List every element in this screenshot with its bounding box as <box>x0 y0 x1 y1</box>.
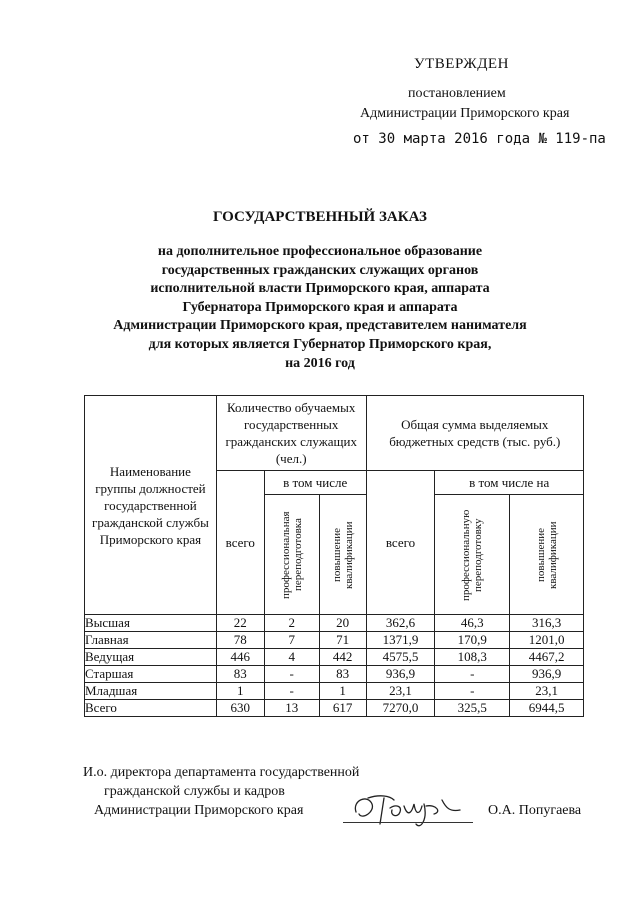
signatory-position-line3: Администрации Приморского края <box>94 803 304 818</box>
row-total: 22 <box>216 615 264 632</box>
signature-line <box>343 822 473 823</box>
row-qualification: 83 <box>319 666 366 683</box>
header-retraining-text: профессиональная переподготовка <box>279 510 304 599</box>
row-total: 83 <box>216 666 264 683</box>
header-retraining <box>264 495 319 615</box>
row-sum: 23,1 <box>366 683 435 700</box>
header-group-name-text: Наименование группы должностей государственной гражданской службы Приморского края <box>92 463 209 547</box>
document-title: ГОСУДАРСТВЕННЫЙ ЗАКАЗ <box>213 209 427 225</box>
header-sum-including: в том числе на <box>435 471 584 495</box>
row-qualification: 617 <box>319 700 366 717</box>
row-sum: 7270,0 <box>366 700 435 717</box>
header-qualification-text: повышение квалификации <box>330 520 355 589</box>
row-retraining: - <box>264 683 319 700</box>
row-total: 630 <box>216 700 264 717</box>
header-sum <box>366 396 583 471</box>
header-group-name <box>85 396 217 615</box>
row-sum-qualification: 936,9 <box>510 666 584 683</box>
row-sum: 936,9 <box>366 666 435 683</box>
table-row <box>85 666 584 683</box>
table-row-total <box>85 700 584 717</box>
row-sum: 362,6 <box>366 615 435 632</box>
row-qualification: 442 <box>319 649 366 666</box>
table-row <box>85 683 584 700</box>
row-retraining: 4 <box>264 649 319 666</box>
subtitle-line: государственных гражданских служащих органов <box>161 262 479 278</box>
row-sum-retraining: 46,3 <box>435 615 510 632</box>
row-sum: 4575,5 <box>366 649 435 666</box>
row-name: Высшая <box>85 615 217 632</box>
header-count-including: в том числе <box>264 471 366 495</box>
table-row <box>85 649 584 666</box>
row-sum-retraining: - <box>435 683 510 700</box>
subtitle-line: Администрации Приморского края, представителем нанимателя <box>113 318 527 334</box>
approved-label: УТВЕРЖДЕН <box>414 56 509 72</box>
row-sum: 1371,9 <box>366 632 435 649</box>
signatory-position-line2: гражданской службы и кадров <box>104 784 285 799</box>
row-total: 1 <box>216 683 264 700</box>
row-sum-qualification: 4467,2 <box>510 649 584 666</box>
signatory-position-line1: И.о. директора департамента государственной <box>83 765 360 780</box>
row-sum-retraining: 108,3 <box>435 649 510 666</box>
row-sum-qualification: 23,1 <box>510 683 584 700</box>
table-row <box>85 615 584 632</box>
row-sum-qualification: 6944,5 <box>510 700 584 717</box>
state-order-table <box>84 395 584 717</box>
row-sum-qualification: 1201,0 <box>510 632 584 649</box>
subtitle-line: исполнительной власти Приморского края, аппарата <box>150 281 490 297</box>
header-retraining-sum-text: профессиональную переподготовку <box>460 508 485 601</box>
header-retraining-sum <box>435 495 510 615</box>
row-name: Главная <box>85 632 217 649</box>
row-sum-qualification: 316,3 <box>510 615 584 632</box>
header-qualification-sum-text: повышение квалификации <box>534 520 559 589</box>
row-retraining: - <box>264 666 319 683</box>
row-retraining: 2 <box>264 615 319 632</box>
signatory-name: О.А. Попугаева <box>488 803 582 818</box>
subtitle-line: для которых является Губернатор Приморского края, <box>148 336 492 352</box>
header-sum-text: Общая сумма выделяемых бюджетных средств (тыс. руб.) <box>389 417 561 449</box>
subtitle-line: Губернатора Приморского края и аппарата <box>182 299 458 315</box>
table-row <box>85 632 584 649</box>
header-sum-total: всего <box>366 471 435 615</box>
row-name: Всего <box>85 700 217 717</box>
row-sum-retraining: 170,9 <box>435 632 510 649</box>
document-subtitle <box>70 243 570 373</box>
row-total: 78 <box>216 632 264 649</box>
row-sum-retraining: - <box>435 666 510 683</box>
order-reference: от 30 марта 2016 года № 119-па <box>353 131 606 147</box>
approved-line1: постановлением <box>408 86 506 101</box>
header-qualification <box>319 495 366 615</box>
header-count-total: всего <box>216 471 264 615</box>
header-count-text: Количество обучаемых государственных гражданских служащих (чел.) <box>225 400 357 466</box>
row-name: Ведущая <box>85 649 217 666</box>
row-retraining: 7 <box>264 632 319 649</box>
row-qualification: 71 <box>319 632 366 649</box>
header-qualification-sum <box>510 495 584 615</box>
row-qualification: 20 <box>319 615 366 632</box>
row-sum-retraining: 325,5 <box>435 700 510 717</box>
row-total: 446 <box>216 649 264 666</box>
row-name: Старшая <box>85 666 217 683</box>
approved-line2: Администрации Приморского края <box>360 106 570 121</box>
subtitle-line: на 2016 год <box>285 355 355 371</box>
row-retraining: 13 <box>264 700 319 717</box>
subtitle-line: на дополнительное профессиональное образование <box>157 244 483 259</box>
row-name: Младшая <box>85 683 217 700</box>
header-count <box>216 396 366 471</box>
row-qualification: 1 <box>319 683 366 700</box>
